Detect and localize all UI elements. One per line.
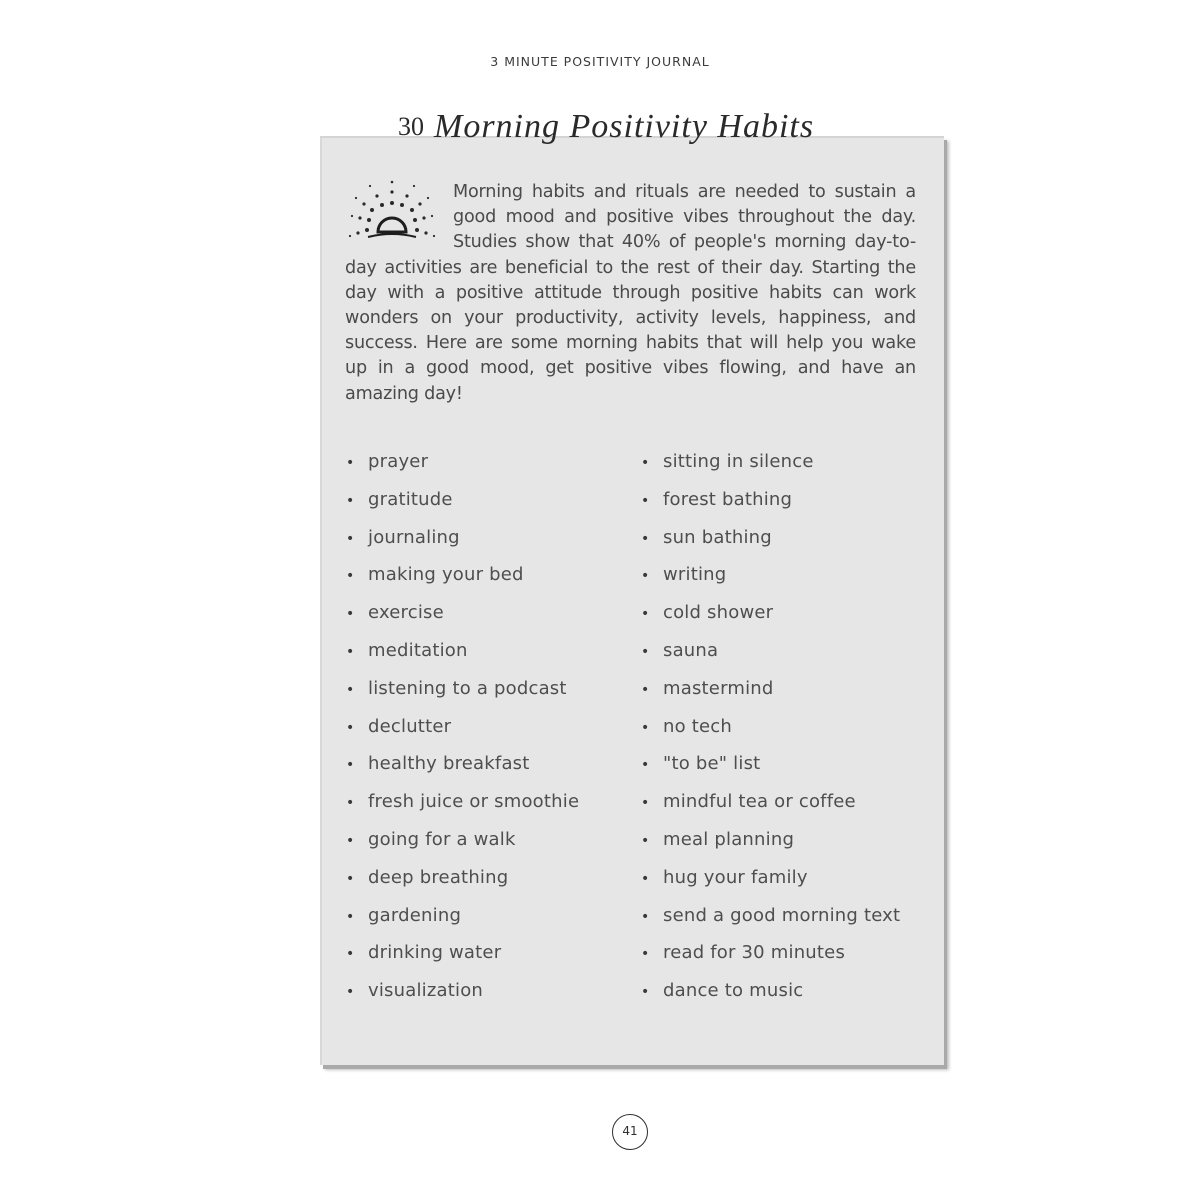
page-number: 41: [612, 1114, 648, 1150]
list-item: • visualization: [346, 979, 579, 1017]
bullet-icon: •: [641, 455, 650, 471]
list-item: • healthy breakfast: [346, 752, 579, 790]
bullet-icon: •: [346, 455, 355, 471]
bullet-icon: •: [346, 492, 355, 509]
list-item: • gratitude: [346, 488, 579, 526]
list-item: • hug your family: [641, 866, 900, 904]
list-item: • journaling: [346, 526, 579, 564]
running-head: 3 MINUTE POSITIVITY JOURNAL: [490, 54, 710, 69]
habit-list-left: [346, 450, 579, 1017]
bullet-icon: •: [641, 681, 650, 698]
list-item: • making your bed: [346, 563, 579, 601]
page-title: [398, 108, 814, 158]
list-item: • sitting in silence: [641, 450, 900, 488]
bullet-icon: •: [641, 984, 650, 1001]
habit-list-right: [641, 450, 900, 1017]
bullet-icon: •: [346, 643, 355, 660]
list-item: • mindful tea or coffee: [641, 790, 900, 828]
list-item: • writing: [641, 563, 900, 601]
bullet-icon: •: [641, 946, 650, 963]
bullet-icon: •: [641, 530, 650, 547]
list-item: • "to be" list: [641, 752, 900, 790]
list-item: • fresh juice or smoothie: [346, 790, 579, 828]
list-item: • forest bathing: [641, 488, 900, 526]
list-item: • cold shower: [641, 601, 900, 639]
intro-text: Morning habits and rituals are needed to sustain a good mood and positive vibes throughout the day. Studies show that 40% of people's morning day-to-day activities are beneficial to the rest of their day. Starting the day with a positive attitude through positive habits can work wonders on your productivity, activity levels, happiness, and success. Here are some morning habits that will help you wake up in a good mood, get positive vibes flowing, and have an amazing day!: [345, 182, 916, 404]
list-item: • deep breathing: [346, 866, 579, 904]
list-item: • prayer: [346, 450, 579, 488]
bullet-icon: •: [641, 870, 650, 887]
bullet-icon: •: [346, 530, 355, 547]
title-script: Morning Positivity Habits: [434, 108, 815, 145]
list-item: • sauna: [641, 639, 900, 677]
bullet-icon: •: [641, 568, 650, 585]
bullet-icon: •: [641, 719, 650, 736]
bullet-icon: •: [346, 568, 355, 585]
list-item: • send a good morning text: [641, 904, 900, 942]
bullet-icon: •: [346, 606, 355, 623]
list-item: • dance to music: [641, 979, 900, 1017]
list-item: • meal planning: [641, 828, 900, 866]
bullet-icon: •: [641, 492, 650, 509]
list-item: • gardening: [346, 904, 579, 942]
bullet-icon: •: [346, 719, 355, 736]
bullet-icon: •: [641, 643, 650, 660]
bullet-icon: •: [346, 984, 355, 1001]
bullet-icon: •: [346, 795, 355, 812]
list-item: • listening to a podcast: [346, 677, 579, 715]
list-item: • declutter: [346, 715, 579, 753]
intro-paragraph: [345, 180, 916, 407]
bullet-icon: •: [641, 606, 650, 623]
bullet-icon: •: [346, 870, 355, 887]
bullet-icon: •: [641, 908, 650, 925]
bullet-icon: •: [346, 832, 355, 849]
bullet-icon: •: [346, 757, 355, 774]
list-item: • drinking water: [346, 941, 579, 979]
bullet-icon: •: [346, 946, 355, 963]
list-item: • no tech: [641, 715, 900, 753]
list-item: • sun bathing: [641, 526, 900, 564]
list-item: • read for 30 minutes: [641, 941, 900, 979]
bullet-icon: •: [641, 795, 650, 812]
list-item: • meditation: [346, 639, 579, 677]
title-number: 30: [398, 112, 424, 141]
bullet-icon: •: [346, 908, 355, 925]
bullet-icon: •: [641, 757, 650, 774]
list-item: • going for a walk: [346, 828, 579, 866]
bullet-icon: •: [641, 832, 650, 849]
bullet-icon: •: [346, 681, 355, 698]
list-item: • mastermind: [641, 677, 900, 715]
list-item: • exercise: [346, 601, 579, 639]
